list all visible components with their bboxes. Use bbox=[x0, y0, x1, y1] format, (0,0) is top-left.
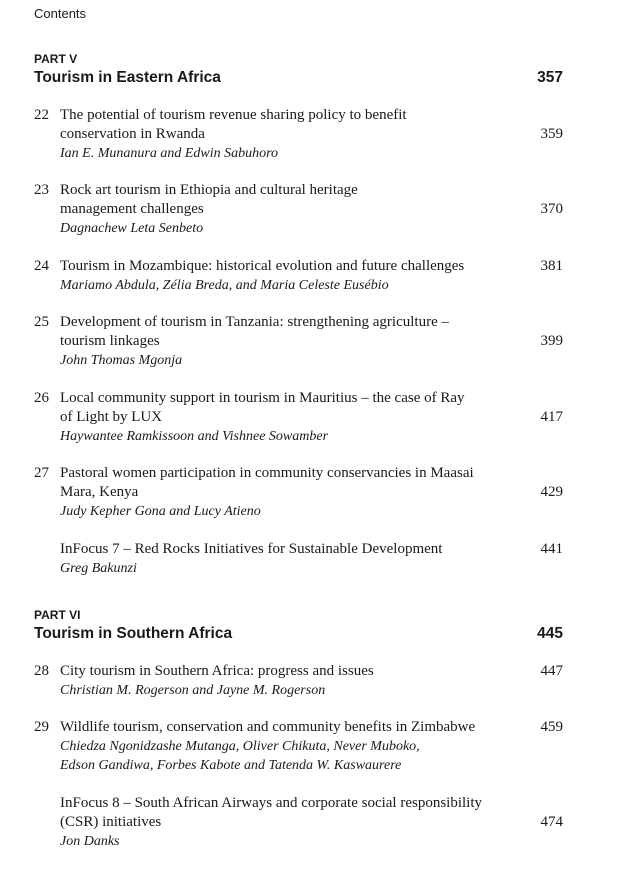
chapter-number bbox=[34, 794, 60, 851]
part-title-row bbox=[34, 68, 563, 88]
part-heading bbox=[34, 52, 563, 88]
page-number: 474 bbox=[540, 814, 563, 830]
entry-body bbox=[60, 662, 541, 700]
chapter-title-line: Wildlife tourism, conservation and community benefits in Zimbabwe bbox=[60, 719, 476, 735]
entry-body bbox=[60, 540, 541, 578]
chapter-authors: Ian E. Munanura and Edwin Sabuhoro bbox=[60, 146, 279, 161]
chapter-title-line: Mara, Kenya bbox=[60, 484, 139, 500]
part-label: PART VI bbox=[34, 608, 81, 622]
toc-entry-infocus[interactable] bbox=[34, 794, 563, 851]
toc-entry[interactable] bbox=[34, 389, 563, 446]
chapter-title-line: InFocus 7 – Red Rocks Initiatives for Sustainable Development bbox=[60, 541, 443, 557]
chapter-number: 29 bbox=[34, 719, 49, 735]
toc-entry[interactable] bbox=[34, 181, 563, 238]
page-number: 429 bbox=[540, 484, 563, 500]
entry-body bbox=[60, 313, 541, 370]
part-page-number: 445 bbox=[537, 625, 563, 642]
entry-body bbox=[60, 389, 541, 446]
chapter-title-line: of Light by LUX bbox=[60, 409, 163, 425]
chapter-authors: Chiedza Ngonidzashe Mutanga, Oliver Chikuta, Never Muboko, bbox=[60, 739, 420, 754]
entry-body bbox=[60, 718, 541, 775]
part-heading bbox=[34, 608, 563, 644]
chapter-title-line: Pastoral women participation in community conservancies in Maasai bbox=[60, 465, 474, 481]
part-page-number: 357 bbox=[537, 69, 563, 86]
page-number: 441 bbox=[540, 541, 563, 557]
chapter-authors: Greg Bakunzi bbox=[60, 561, 137, 576]
toc-entry[interactable] bbox=[34, 106, 563, 163]
part-title: Tourism in Southern Africa bbox=[34, 625, 233, 642]
toc-entry[interactable] bbox=[34, 464, 563, 521]
chapter-authors: Dagnachew Leta Senbeto bbox=[60, 221, 204, 236]
toc-entry[interactable] bbox=[34, 662, 563, 700]
chapter-number bbox=[34, 540, 60, 578]
page-number: 370 bbox=[540, 201, 563, 217]
entry-body bbox=[60, 257, 541, 295]
toc-entry[interactable] bbox=[34, 313, 563, 370]
chapter-title-line: The potential of tourism revenue sharing policy to benefit bbox=[60, 107, 407, 123]
chapter-authors: Judy Kepher Gona and Lucy Atieno bbox=[60, 504, 261, 519]
chapter-number: 25 bbox=[34, 314, 49, 330]
entry-body bbox=[60, 106, 541, 163]
chapter-title-line: Development of tourism in Tanzania: strengthening agriculture – bbox=[60, 314, 449, 330]
page-number: 447 bbox=[540, 663, 563, 679]
running-head: Contents bbox=[34, 6, 87, 21]
part-label: PART V bbox=[34, 52, 78, 66]
page-number: 459 bbox=[540, 719, 563, 735]
chapter-title-line: (CSR) initiatives bbox=[60, 814, 162, 830]
toc-entry[interactable] bbox=[34, 718, 563, 775]
entry-body bbox=[60, 794, 541, 851]
chapter-number: 28 bbox=[34, 663, 49, 679]
chapter-number: 24 bbox=[34, 258, 49, 274]
entry-body bbox=[60, 181, 541, 238]
chapter-number: 22 bbox=[34, 107, 49, 123]
chapter-number: 27 bbox=[34, 465, 49, 481]
chapter-number: 26 bbox=[34, 390, 49, 406]
chapter-authors: Mariamo Abdula, Zélia Breda, and Maria Celeste Eusébio bbox=[60, 278, 389, 293]
chapter-title-line: management challenges bbox=[60, 201, 204, 217]
toc-entry-infocus[interactable] bbox=[34, 540, 563, 578]
chapter-authors: John Thomas Mgonja bbox=[60, 353, 183, 368]
chapter-title-line: Rock art tourism in Ethiopia and cultural heritage bbox=[60, 182, 358, 198]
chapter-title-line: Local community support in tourism in Mauritius – the case of Ray bbox=[60, 390, 465, 406]
page-number: 359 bbox=[540, 126, 563, 142]
chapter-title-line: conservation in Rwanda bbox=[60, 126, 205, 142]
chapter-title-line: Tourism in Mozambique: historical evolution and future challenges bbox=[60, 258, 465, 274]
page-number: 417 bbox=[540, 409, 563, 425]
part-title: Tourism in Eastern Africa bbox=[34, 69, 221, 86]
chapter-number: 23 bbox=[34, 182, 49, 198]
chapter-title-line: InFocus 8 – South African Airways and corporate social responsibility bbox=[60, 795, 483, 811]
page-number: 381 bbox=[540, 258, 563, 274]
chapter-title-line: City tourism in Southern Africa: progress and issues bbox=[60, 663, 374, 679]
chapter-authors: Haywantee Ramkissoon and Vishnee Sowamber bbox=[60, 429, 329, 444]
page-number: 399 bbox=[540, 333, 563, 349]
chapter-authors: Jon Danks bbox=[60, 834, 120, 849]
toc-entry[interactable] bbox=[34, 257, 563, 295]
entry-body bbox=[60, 464, 541, 521]
chapter-authors: Christian M. Rogerson and Jayne M. Rogerson bbox=[60, 683, 326, 698]
part-title-row bbox=[34, 624, 563, 644]
chapter-title-line: tourism linkages bbox=[60, 333, 160, 349]
chapter-authors: Edson Gandiwa, Forbes Kabote and Tatenda W. Kaswaurere bbox=[60, 758, 402, 773]
